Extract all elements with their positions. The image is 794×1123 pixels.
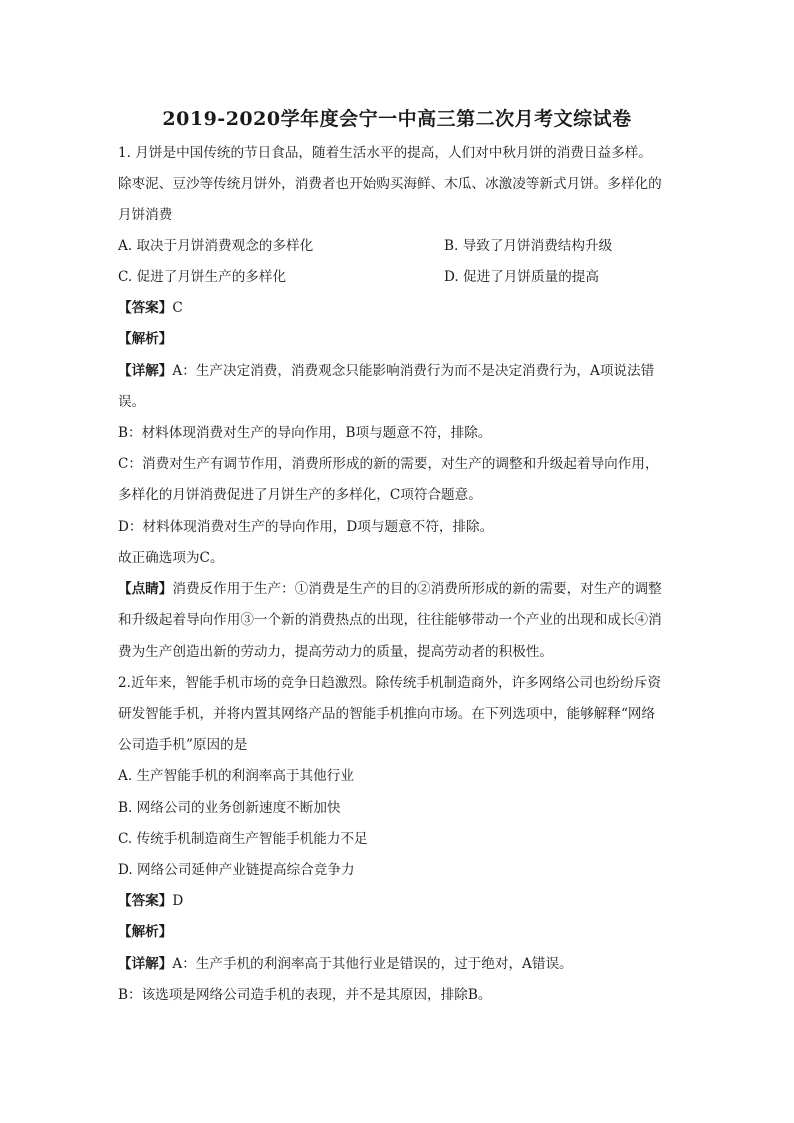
q1-detail-line-5: 多样化的月饼消费促进了月饼生产的多样化，C项符合题意。 <box>118 487 482 503</box>
q1-option-a: A. 取决于月饼消费观念的多样化 <box>118 238 314 254</box>
q1-answer-tag: 【答案】 <box>118 300 173 316</box>
q2-answer-line <box>118 891 678 911</box>
q2-answer-tag: 【答案】 <box>118 893 173 909</box>
q1-note-line-3: 费为生产创造出新的劳动力，提高劳动力的质量，提高劳动者的积极性。 <box>118 644 553 660</box>
q1-analysis-tag: 【解析】 <box>118 331 173 347</box>
q2-detail-line-2: B：该选项是网络公司造手机的表现，并不是其原因，排除B。 <box>118 987 492 1003</box>
q1-stem-line-2: 除枣泥、豆沙等传统月饼外，消费者也开始购买海鲜、木瓜、冰激凌等新式月饼。多样化的 <box>118 176 662 192</box>
q1-detail-text-1: A：生产决定消费，消费观念只能影响消费行为而不是决定消费行为，A项说法错 <box>172 363 655 379</box>
q1-detail-line-6: D：材料体现消费对生产的导向作用，D项与题意不符，排除。 <box>118 519 494 535</box>
q1-analysis-line <box>118 329 678 349</box>
q2-option-d: D. 网络公司延伸产业链提高综合竞争力 <box>118 862 355 878</box>
q2-stem-line-1: 2.近年来，智能手机市场的竞争日趋激烈。除传统手机制造商外，许多网络公司也纷纷斥资 <box>118 675 662 691</box>
q1-stem-line-3: 月饼消费 <box>118 207 173 223</box>
q1-stem-line-1: 1. 月饼是中国传统的节日食品，随着生活水平的提高，人们对中秋月饼的消费日益多样。 <box>118 145 652 161</box>
q2-detail-text-1: A：生产手机的利润率高于其他行业是错误的，过于绝对，A错误。 <box>172 956 573 972</box>
q1-note-line-1 <box>118 579 678 599</box>
q2-option-c: C. 传统手机制造商生产智能手机能力不足 <box>118 831 368 847</box>
q2-detail-tag: 【详解】 <box>118 956 173 972</box>
q1-answer-line <box>118 298 678 318</box>
q1-option-b: B. 导致了月饼消费结构升级 <box>444 238 613 254</box>
q1-option-c: C. 促进了月饼生产的多样化 <box>118 269 287 285</box>
q2-option-b: B. 网络公司的业务创新速度不断加快 <box>118 800 341 816</box>
q2-option-a: A. 生产智能手机的利润率高于其他行业 <box>118 768 354 784</box>
q2-stem-line-2: 研发智能手机，并将内置其网络产品的智能手机推向市场。在下列选项中，能够解释“网络 <box>118 706 656 722</box>
q1-answer-value: C <box>172 300 183 316</box>
exam-title: 2019-2020学年度会宁一中高三第二次月考文综试卷 <box>162 108 632 130</box>
q2-analysis-tag: 【解析】 <box>118 924 173 940</box>
q2-stem-line-3: 公司造手机”原因的是 <box>118 737 248 753</box>
q1-option-d: D. 促进了月饼质量的提高 <box>444 269 599 285</box>
q1-note-text-1: 消费反作用于生产：①消费是生产的目的②消费所形成的新的需要，对生产的调整 <box>172 581 662 597</box>
q1-note-tag: 【点睛】 <box>118 581 173 597</box>
q1-detail-line-7: 故正确选项为C。 <box>118 550 224 566</box>
q1-note-line-2: 和升级起着导向作用③一个新的消费热点的出现，往往能够带动一个产业的出现和成长④消 <box>118 612 662 628</box>
q1-detail-line-3: B：材料体现消费对生产的导向作用，B项与题意不符，排除。 <box>118 425 492 441</box>
q2-answer-value: D <box>172 893 184 909</box>
q2-detail-line-1 <box>118 954 678 974</box>
q2-analysis-line <box>118 922 678 942</box>
q1-detail-tag: 【详解】 <box>118 363 173 379</box>
q1-detail-line-2: 误。 <box>118 394 146 410</box>
q1-detail-line-4: C：消费对生产有调节作用，消费所形成的新的需要，对生产的调整和升级起着导向作用， <box>118 456 659 472</box>
q1-detail-line-1 <box>118 361 678 381</box>
